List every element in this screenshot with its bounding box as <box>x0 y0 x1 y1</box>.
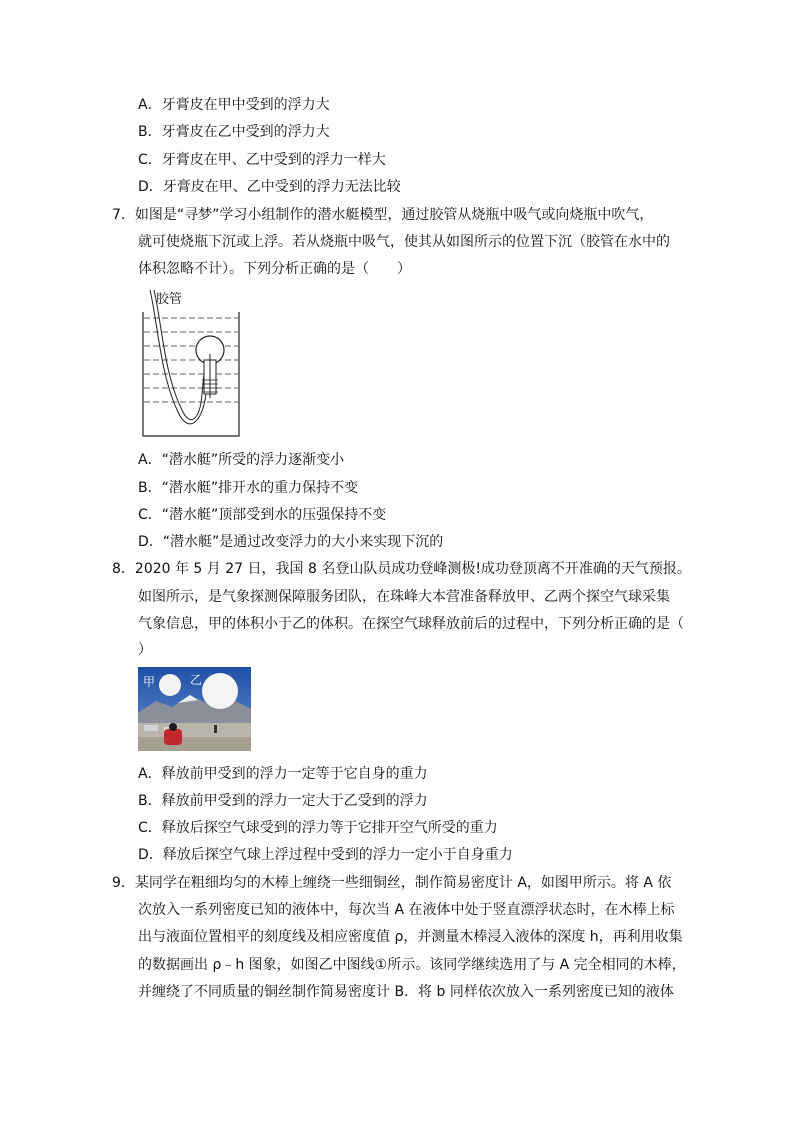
q8-stem-line-3: 气象信息，甲的体积小于乙的体积。在探空气球释放前后的过程中，下列分析正确的是（ <box>138 616 684 632</box>
q6-option-b: B．牙膏皮在乙中受到的浮力大 <box>138 124 330 140</box>
q8-option-b: B．释放前甲受到的浮力一定大于乙受到的浮力 <box>138 793 428 809</box>
q7-option-a: A．“潜水艇”所受的浮力逐渐变小 <box>138 452 345 468</box>
balloon-label-yi: 乙 <box>190 673 203 687</box>
q7-option-c: C．“潜水艇”顶部受到水的压强保持不变 <box>138 507 387 523</box>
q8-stem-line-4: ） <box>138 642 152 658</box>
balloon-label-jia: 甲 <box>143 675 156 689</box>
q9-stem-line-4: 的数据画出 ρ﹣h 图象，如图乙中图线①所示。该同学继续选用了与 A 完全相同的木棒， <box>138 957 686 973</box>
q8-option-a: A．释放前甲受到的浮力一定等于它自身的重力 <box>138 766 428 782</box>
q7-stem-line-2: 就可使烧瓶下沉或上浮。若从烧瓶中吸气，使其从如图所示的位置下沉（胶管在水中的 <box>138 234 670 250</box>
q7-option-b: B．“潜水艇”排开水的重力保持不变 <box>138 480 359 496</box>
submarine-diagram <box>140 284 250 440</box>
q6-option-c: C．牙膏皮在甲、乙中受到的浮力一样大 <box>138 152 386 168</box>
q6-option-a: A．牙膏皮在甲中受到的浮力大 <box>138 97 330 113</box>
q7-stem-line-1: 7．如图是“寻梦”学习小组制作的潜水艇模型，通过胶管从烧瓶中吸气或向烧瓶中吹气， <box>112 207 654 223</box>
q7-stem-line-3: 体积忽略不计）。下列分析正确的是（ ） <box>138 261 411 277</box>
q7-option-d: D．“潜水艇”是通过改变浮力的大小来实现下沉的 <box>138 534 444 550</box>
q9-stem-line-1: 9．某同学在粗细均匀的木棒上缠绕一些细铜丝，制作简易密度计 A，如图甲所示。将 A 依 <box>112 875 672 891</box>
q9-stem-line-5: 并缠绕了不同质量的铜丝制作简易密度计 B．将 b 同样依次放入一系列密度已知的液体 <box>138 984 674 1000</box>
q9-stem-line-3: 出与液面位置相平的刻度线及相应密度值 ρ，并测量木棒浸入液体的深度 h，再利用收集 <box>138 929 683 945</box>
q9-stem-line-2: 次放入一系列密度已知的液体中，每次当 A 在液体中处于竖直漂浮状态时，在木棒上标 <box>138 902 675 918</box>
q8-stem-line-2: 如图所示，是气象探测保障服务团队，在珠峰大本营准备释放甲、乙两个探空气球采集 <box>138 589 670 605</box>
q8-stem-line-1: 8．2020 年 5 月 27 日，我国 8 名登山队员成功登峰测极!成功登顶离不开准确的天气预报。 <box>112 561 691 577</box>
q8-option-c: C．释放后探空气球受到的浮力等于它排开空气所受的重力 <box>138 820 498 836</box>
tube-label: 胶管 <box>156 292 183 307</box>
q8-option-d: D．释放后探空气球上浮过程中受到的浮力一定小于自身重力 <box>138 847 513 863</box>
balloon-photo <box>138 667 251 751</box>
q6-option-d: D．牙膏皮在甲、乙中受到的浮力无法比较 <box>138 179 401 195</box>
submarine-model-figure <box>140 284 250 440</box>
